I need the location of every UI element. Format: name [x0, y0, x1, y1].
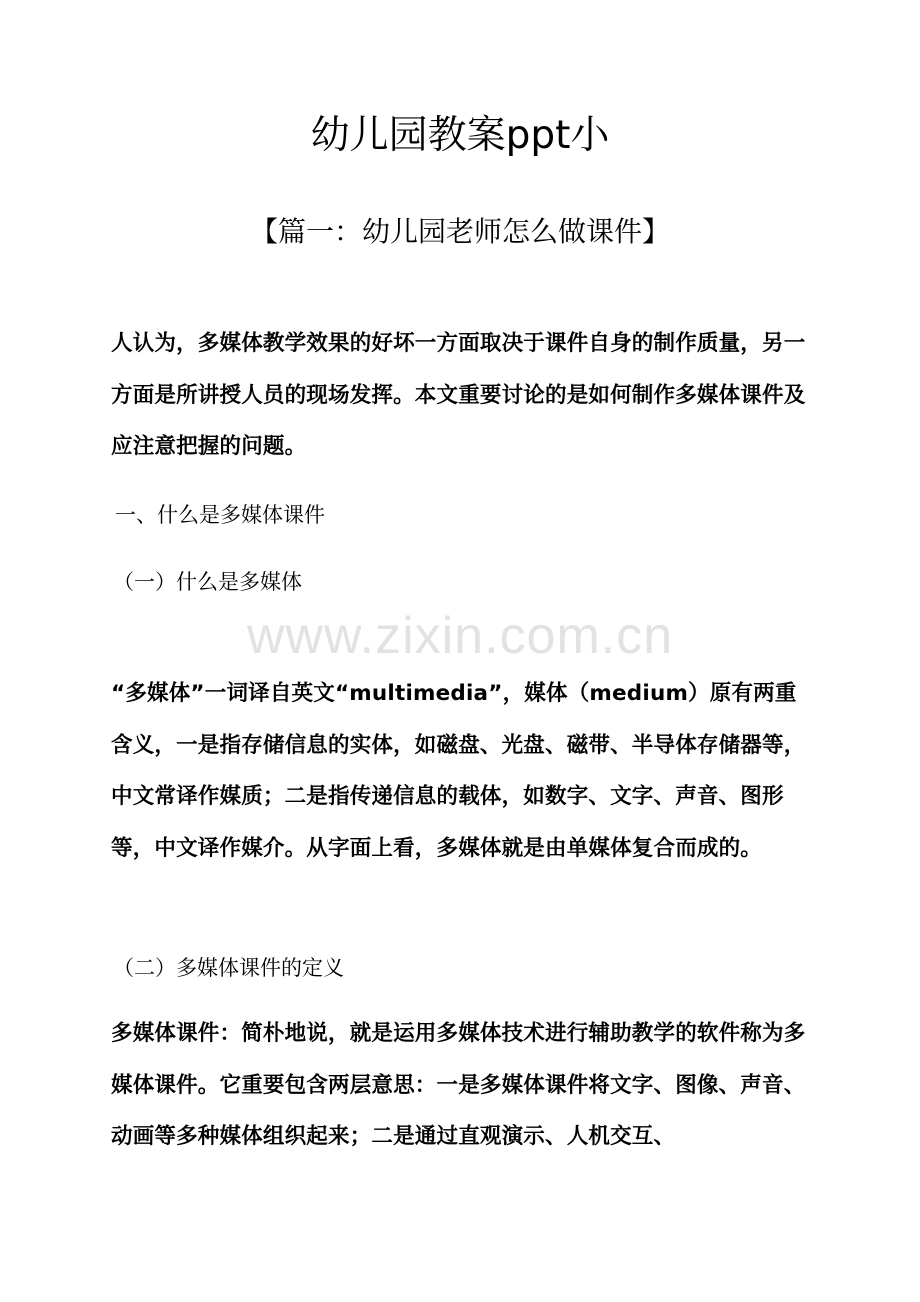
subsection-paragraph-1: “多媒体”一词译自英文“multimedia”，媒体（medium）原有两重含义，一是指存储信息的实体，如磁盘、光盘、磁带、半导体存储器等，中文常译作媒质；二是指传递信息的载体，如数字、文字、声音、图形等，中文译作媒介。从字面上看，多媒体就是由单媒体复合而成的。 [111, 681, 806, 861]
subsection-heading-1: （一）什么是多媒体 [113, 570, 302, 594]
subsection-paragraph-2: 多媒体课件：简朴地说，就是运用多媒体技术进行辅助教学的软件称为多媒体课件。它重要包含两层意思：一是多媒体课件将文字、图像、声音、动画等多种媒体组织起来；二是通过直观演示、人机交互、 [111, 1021, 806, 1149]
intro-paragraph: 人认为，多媒体教学效果的好坏一方面取决于课件自身的制作质量，另一方面是所讲授人员的现场发挥。本文重要讨论的是如何制作多媒体课件及应注意把握的问题。 [111, 331, 806, 459]
document-title: 幼儿园教案ppt小 [310, 113, 610, 158]
watermark: www.zixin.com.cn [246, 607, 674, 665]
section-heading-1: 一、什么是多媒体课件 [115, 503, 325, 527]
document-subtitle: 【篇一：幼儿园老师怎么做课件】 [249, 215, 670, 248]
subsection-heading-2: （二）多媒体课件的定义 [113, 956, 344, 980]
